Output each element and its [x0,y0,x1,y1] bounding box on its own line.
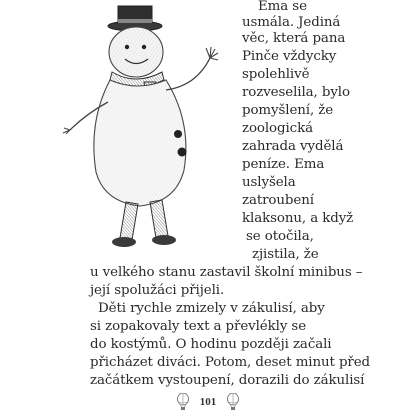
text-line: zjistila, že [252,247,319,262]
text-line: se otočila, [246,229,314,244]
text-line: klaksonu, a když [242,211,354,226]
page-footer [0,392,416,414]
text-line: pomyšlení, že [242,103,334,118]
text-line: spolehlivě [242,67,310,82]
snowman-head [109,27,163,77]
text-line: přicházet diváci. Potom, deset minut před [90,355,371,370]
text-line: její spolužáci přijeli. [90,283,225,298]
text-line: peníze. Ema [242,157,325,172]
text-line: rozveselila, bylo [242,85,350,100]
text-line: do kostýmů. O hodinu později začali [90,337,332,352]
page-number: 101 [199,396,217,408]
text-line: si zopakovaly text a převlékly se [90,319,307,334]
text-line: u velkého stanu zastavil školní minibus – [90,265,363,280]
text-line: začátkem vystoupení, dorazili do zákulisí [90,373,365,388]
text-line: zatroubení [242,193,314,208]
text-line: uslyšela [242,175,296,190]
text-line: zoologická [242,121,313,136]
text-line: Pinče vždycky [242,49,337,64]
snowman-legs [112,200,176,247]
hot-air-balloon-icon [226,393,240,411]
snowman-body [94,80,187,206]
text-line: usmála. Jediná [242,15,341,30]
text-line: zahrada vydělá [242,139,344,154]
snowman-illustration [60,2,236,260]
text-line: věc, která pana [242,31,346,46]
hot-air-balloon-icon [176,393,190,411]
text-line: Děti rychle zmizely v zákulisí, aby [98,301,325,316]
text-line: Ema se [258,0,307,14]
